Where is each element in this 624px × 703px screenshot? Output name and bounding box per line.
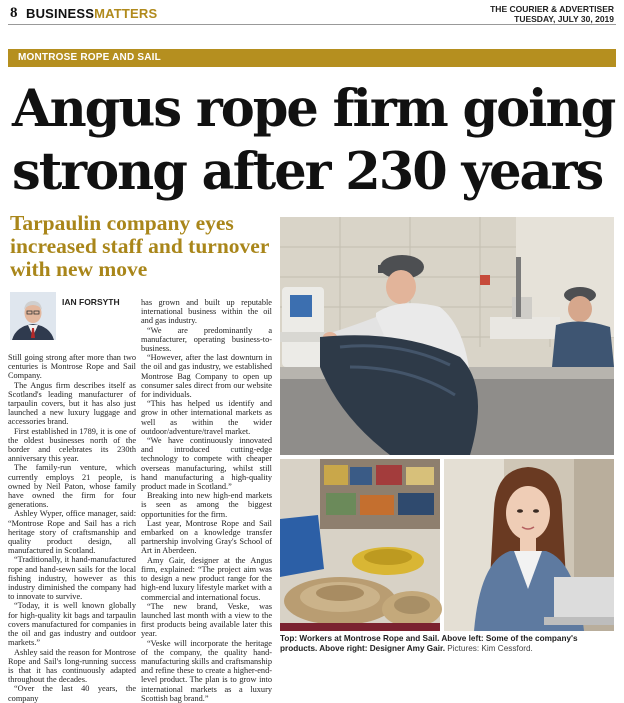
- photo-products: [280, 459, 440, 631]
- section-word-matters: MATTERS: [94, 6, 158, 21]
- article-column-2: [141, 298, 272, 703]
- caption-text: Top: Workers at Montrose Rope and Sail. Above left: Some of the company's products. Above right: Designer Amy Gair.: [280, 634, 578, 653]
- paragraph: Last year, Montrose Rope and Sail embarked on a knowledge transfer partnership involving Gray's School of Art in Aberdeen.: [141, 518, 272, 556]
- paragraph: “Traditionally, it hand-manufactured rope and hand-sewn sails for the local fishing industry, however as this industry diminished the company had to innovate to survive.: [8, 555, 136, 602]
- paragraph: “However, after the last downturn in the oil and gas industry, we established Montrose Bag Company to open up consumer sales direct from our website for individuals.: [141, 353, 272, 400]
- paragraph: “We are predominantly a manufacturer, operating business-to-business.: [141, 325, 272, 354]
- kicker-label: MONTROSE ROPE AND SAIL: [18, 52, 161, 63]
- section-word-business: BUSINESS: [26, 6, 95, 21]
- paragraph: “Today, it is well known globally for high-quality kit bags and tarpaulin covers manufactured for companies in the oil and gas industry and outdoor markets.”: [8, 601, 136, 648]
- byline: IAN FORSYTH: [62, 297, 120, 307]
- paragraph: has grown and built up reputable international business within the oil and gas industry.: [141, 298, 272, 326]
- photo-caption: [280, 634, 614, 654]
- page-header: [8, 4, 616, 24]
- paragraph: “Veske will incorporate the heritage of the company, the quality hand-manufacturing skills and craftsmanship and refine these to create a higher-end-level product. The plan is to grow into international markets as a luxury Scottish bag brand.”: [141, 638, 272, 703]
- publication-date: TUESDAY, JULY 30, 2019: [514, 13, 614, 24]
- paragraph: “We have continuously innovated and introduced cutting-edge technology to compete with cheaper overseas manufacturing, whilst still hand manufacturing a high-quality product made in Scotland.”: [141, 436, 272, 492]
- publication-info: [490, 5, 614, 24]
- header-rule: [8, 24, 616, 25]
- photo-designer: [444, 459, 614, 631]
- paragraph: Amy Gair, designer at the Angus firm, explained: “The project aim was to design a new product range for the high-end luxury lifestyle market with a commercial and international focus.: [141, 555, 272, 602]
- headline: Angus rope firm going strong after 230 years: [12, 79, 615, 202]
- page-number: 8: [10, 5, 18, 21]
- paragraph: “This has helped us identify and grow in other international markets as well as within the wider outdoor/adventure/travel market.: [141, 399, 272, 436]
- kicker-bar: [8, 49, 616, 67]
- paragraph: The Angus firm describes itself as Scotland's leading manufacturer of tarpaulin covers, but it has also just launched a new luxury luggage and accessories brand.: [8, 380, 136, 427]
- section-name: [26, 6, 157, 21]
- paragraph: Breaking into new high-end markets is seen as among the biggest opportunities for the firm.: [141, 491, 272, 519]
- paragraph: “The new brand, Veske, was launched last month with a view to the first products being available later this year.: [141, 601, 272, 639]
- paragraph: Still going strong after more than two centuries is Montrose Rope and Sail Company.: [8, 353, 136, 381]
- paragraph: Ashley Wyper, office manager, said: “Montrose Rope and Sail has a rich heritage story of craftsmanship and quality product design, all manufactured in Scotland.: [8, 509, 136, 556]
- article-column-1: [8, 353, 136, 703]
- paragraph: Ashley said the reason for Montrose Rope and Sail's long-running success is that it has continuously adapted throughout the decades.: [8, 647, 136, 685]
- photo-credit: Pictures: Kim Cessford.: [447, 644, 533, 653]
- author-photo: [10, 292, 56, 340]
- photo-workers: [280, 217, 614, 455]
- publication-name: THE COURIER & ADVERTISER: [490, 4, 614, 14]
- paragraph: “Over the last 40 years, the company: [8, 684, 136, 703]
- paragraph: First established in 1789, it is one of the oldest businesses north of the border and celebrates its 230th anniversary this year.: [8, 426, 136, 464]
- deck: Tarpaulin company eyes increased staff and turnover with new move: [10, 211, 269, 281]
- paragraph: The family-run venture, which currently employs 21 people, is owned by Neil Paton, whose family have owned the firm for four generations.: [8, 463, 136, 510]
